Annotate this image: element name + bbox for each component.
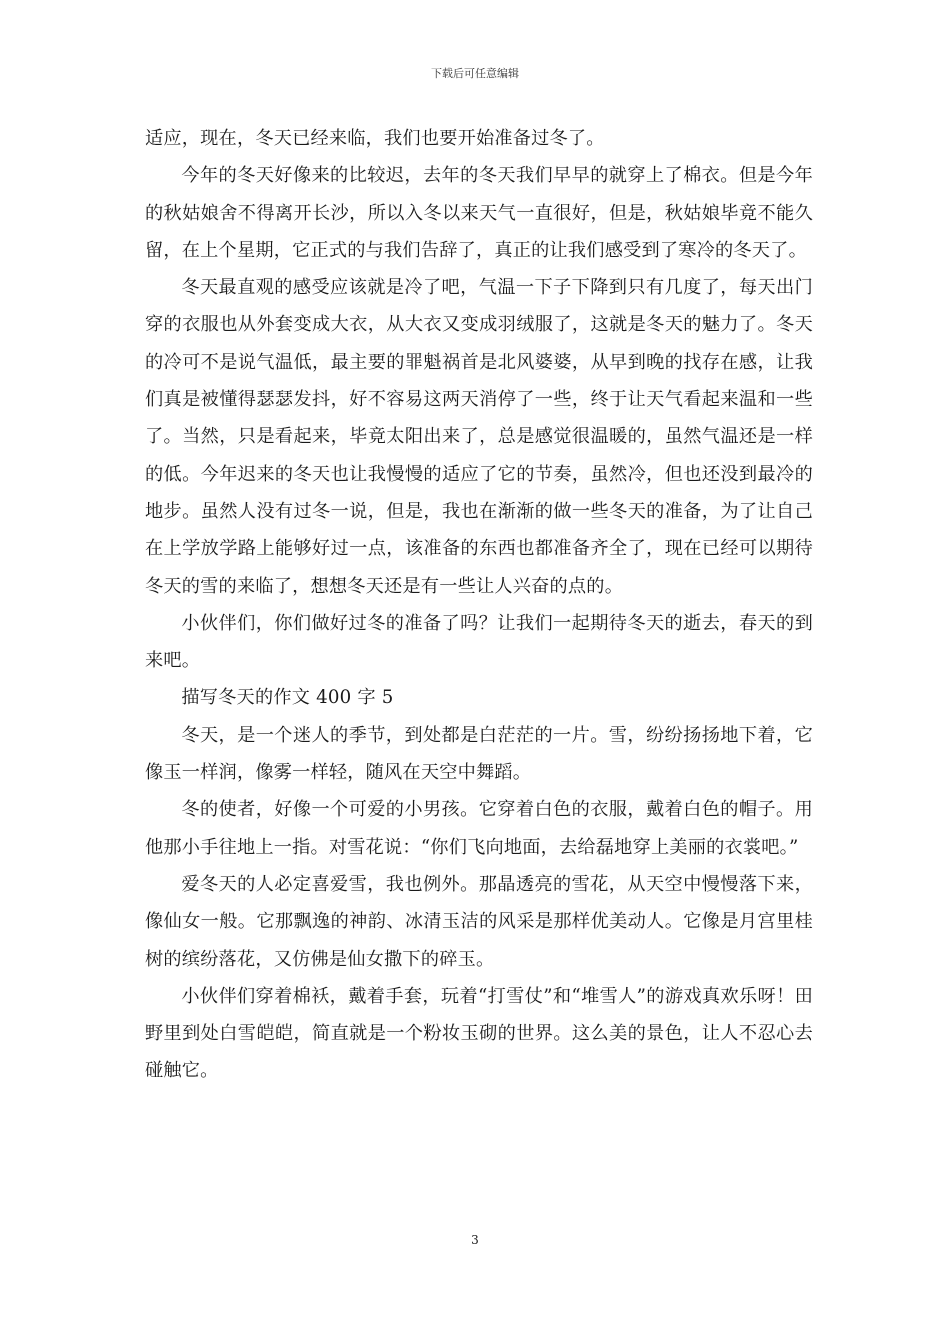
paragraph: 冬的使者，好像一个可爱的小男孩。它穿着白色的衣服，戴着白色的帽子。用他那小手往地上一指。对雪花说：“你们飞向地面，去给磊地穿上美丽的衣裳吧。” <box>145 799 813 858</box>
document-body <box>145 120 813 1090</box>
paragraph: 小伙伴们，你们做好过冬的准备了吗？让我们一起期待冬天的逝去，春天的到来吧。 <box>145 612 813 672</box>
paragraph: 冬天最直观的感受应该就是冷了吧，气温一下子下降到只有几度了，每天出门穿的衣服也从外套变成大衣，从大衣又变成羽绒服了，这就是冬天的魅力了。冬天的冷可不是说气温低，最主要的罪魁祸首是北风婆婆，从早到晚的找存在感，让我们真是被懂得瑟瑟发抖，好不容易这两天消停了一些，终于让天气看起来温和一些了。当然，只是看起来，毕竟太阳出来了，总是感觉很温暖的，虽然气温还是一样的低。今年迟来的冬天也让我慢慢的适应了它的节奏，虽然冷，但也还没到最冷的地步。虽然人没有过冬一说，但是，我也在渐渐的做一些冬天的准备，为了让自己在上学放学路上能够好过一点，该准备的东西也都准备齐全了，现在已经可以期待冬天的雪的来临了，想想冬天还是有一些让人兴奋的点的。 <box>145 277 813 597</box>
essay-title: 描写冬天的作文 400 字 5 <box>181 687 394 709</box>
paragraph-continued: 适应，现在，冬天已经来临，我们也要开始准备过冬了。 <box>145 128 605 149</box>
paragraph: 今年的冬天好像来的比较迟，去年的冬天我们早早的就穿上了棉衣。但是今年的秋姑娘舍不得离开长沙，所以入冬以来天气一直很好，但是，秋姑娘毕竟不能久留，在上个星期，它正式的与我们告辞了，真正的让我们感受到了寒冷的冬天了。 <box>145 165 813 261</box>
page-header: 下载后可任意编辑 <box>431 67 519 80</box>
paragraph: 冬天，是一个迷人的季节，到处都是白茫茫的一片。雪，纷纷扬扬地下着，它像玉一样润，像雾一样轻，随风在天空中舞蹈。 <box>145 724 813 784</box>
paragraph: 小伙伴们穿着棉袄，戴着手套，玩着“打雪仗”和“堆雪人”的游戏真欢乐呀！田野里到处白雪皑皑，简直就是一个粉妆玉砌的世界。这么美的景色，让人不忍心去碰触它。 <box>145 985 813 1082</box>
paragraph: 爱冬天的人必定喜爱雪，我也例外。那晶透亮的雪花，从天空中慢慢落下来，像仙女一般。它那飘逸的神韵、冰清玉洁的风采是那样优美动人。它像是月宫里桂树的缤纷落花，又仿佛是仙女撒下的碎玉。 <box>145 873 813 970</box>
page-number: 3 <box>471 1233 479 1247</box>
